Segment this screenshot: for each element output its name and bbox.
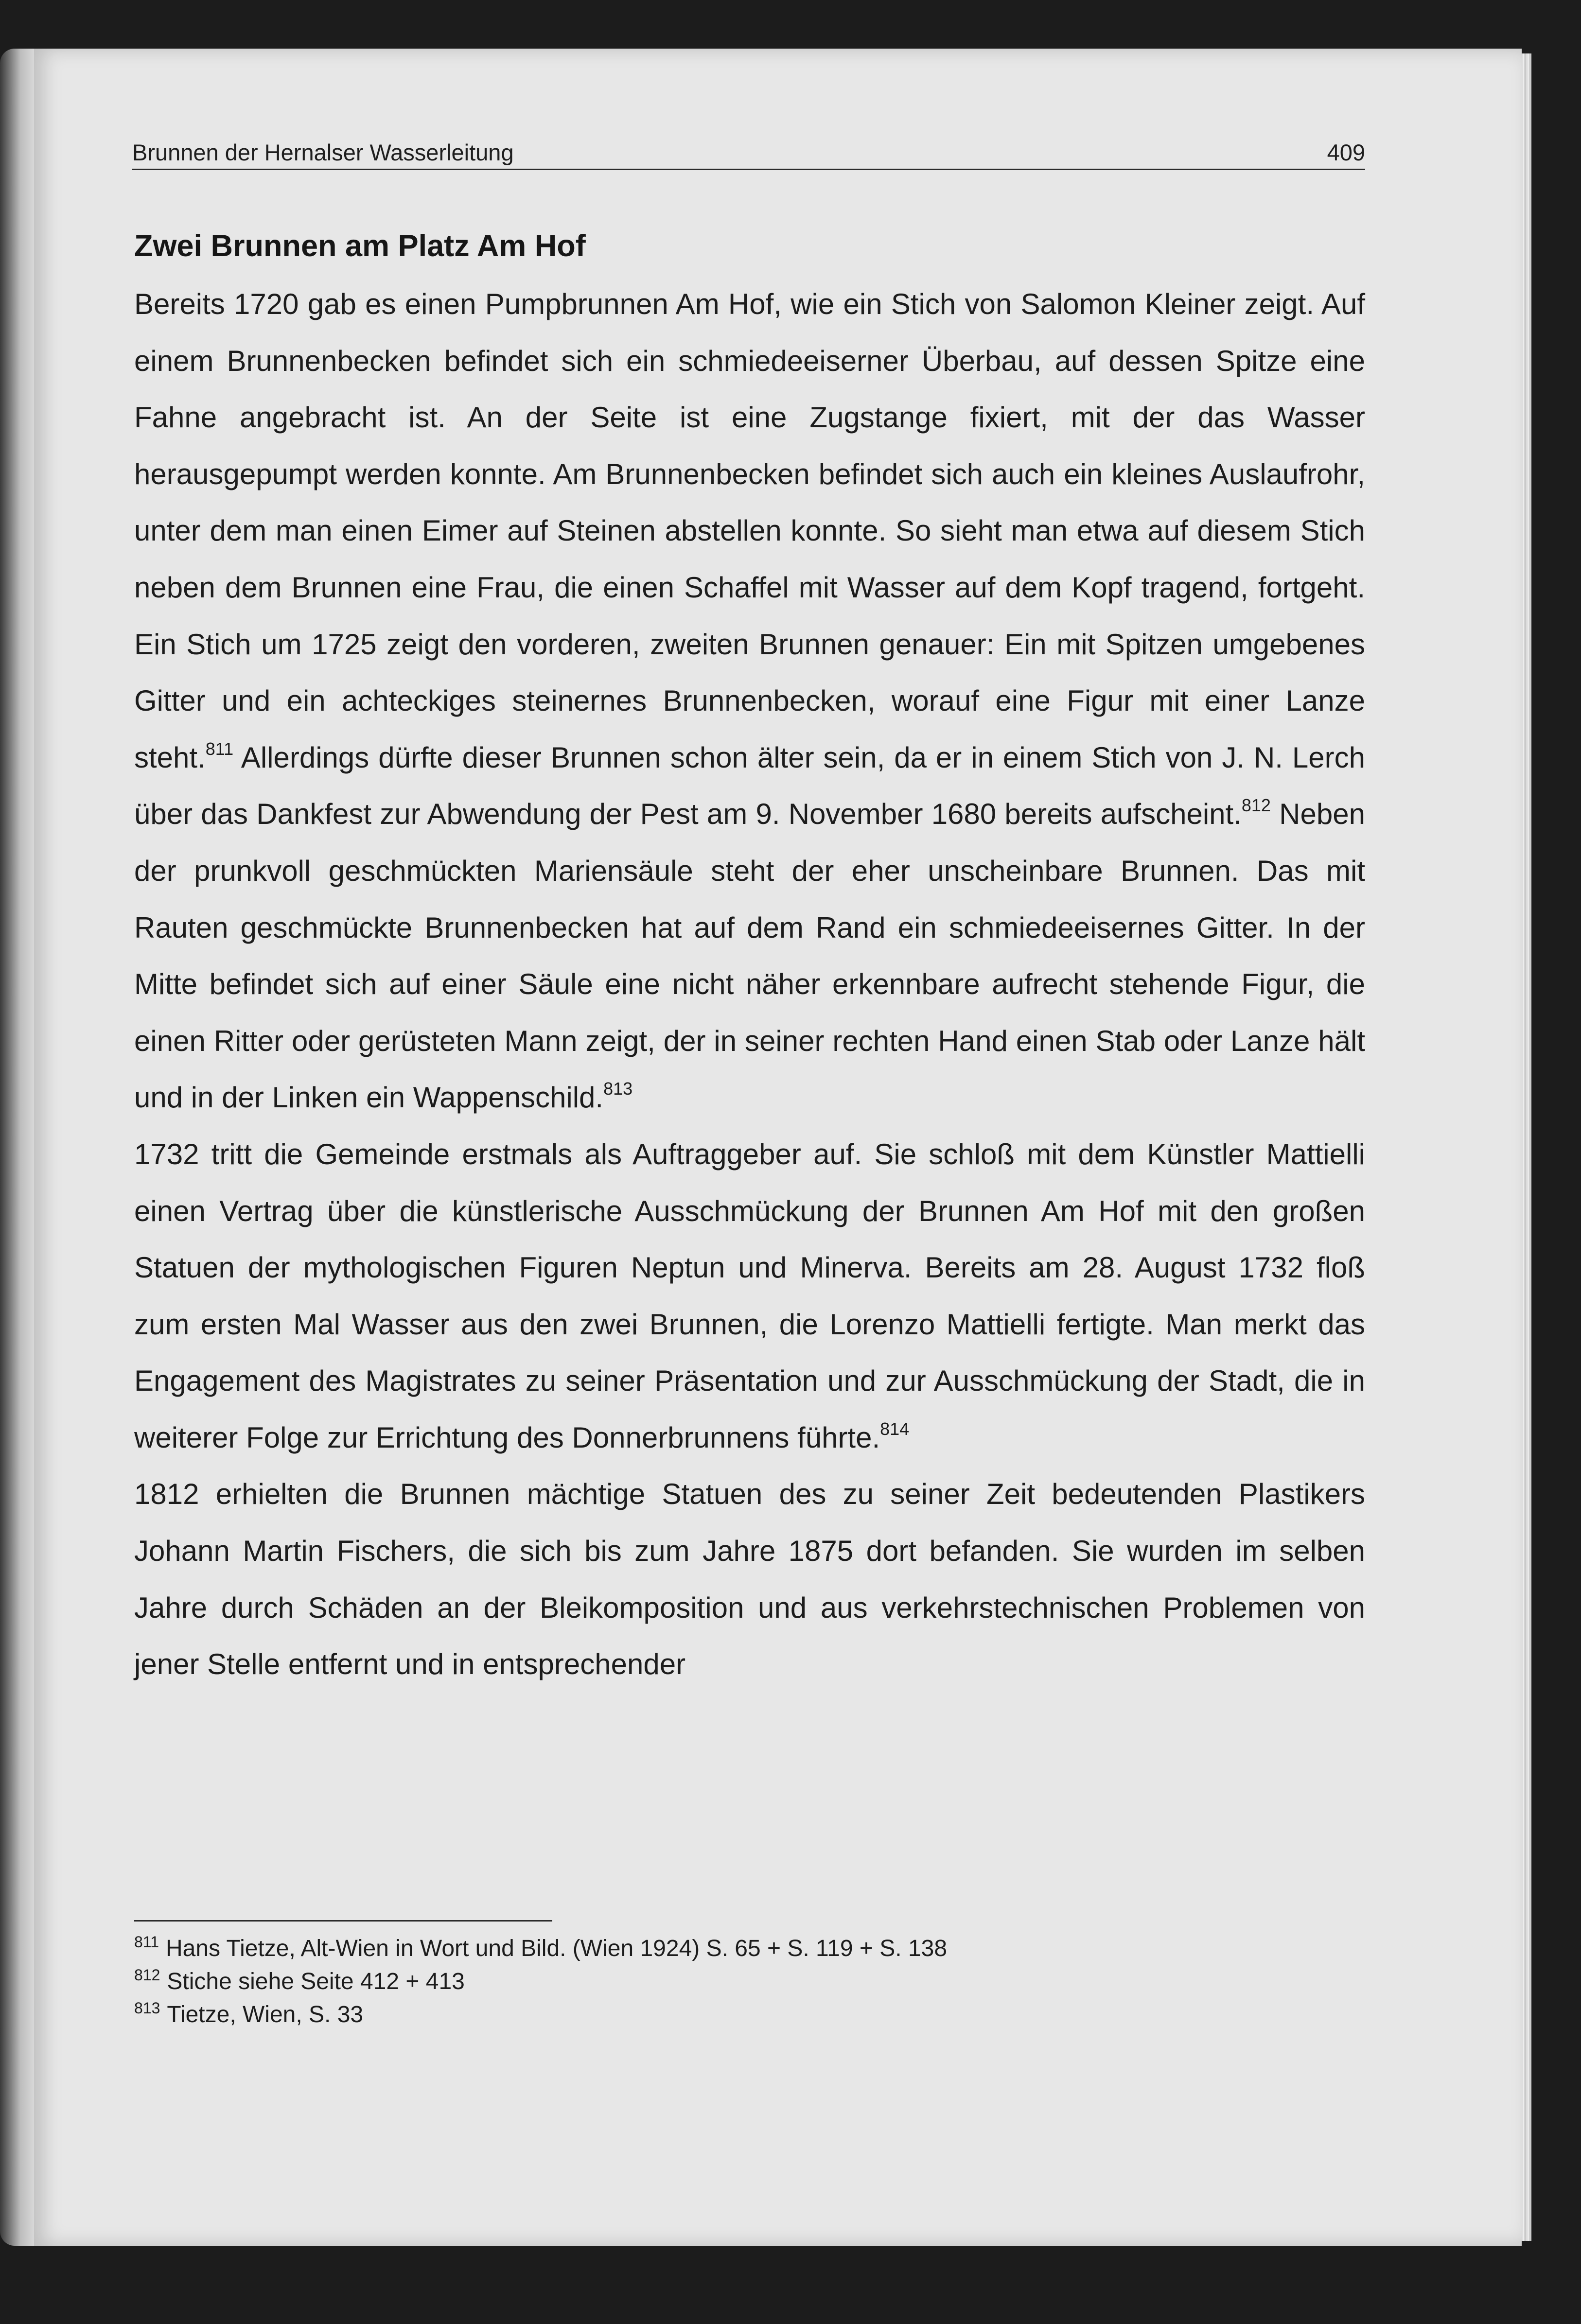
body-text — [134, 276, 1365, 1693]
paragraph-text: Neben der prunkvoll geschmückten Mariensäule steht der eher unscheinbare Brunnen. Das mit Rauten geschmückte Brunnenbecken hat auf dem Rand ein schmiedeeisernes Gitter. In der Mitte befindet sich auf einer Säule eine nicht näher erkennbare aufrecht stehende Figur, die einen Ritter oder gerüsteten Mann zeigt, der in seiner rechten Hand einen Stab oder Lanze hält und in der Linken ein Wappenschild. — [134, 798, 1365, 1114]
footnote-text: Stiche siehe Seite 412 + 413 — [167, 1969, 465, 1994]
footnote — [134, 1965, 1301, 1998]
footnote-rule — [134, 1920, 552, 1922]
paragraph-text: Allerdings dürfte dieser Brunnen schon älter sein, da er in einem Stich von J. N. Lerch über das Dankfest zur Abwendung der Pest am 9. November 1680 bereits aufscheint. — [134, 741, 1365, 831]
footnote-ref: 812 — [1241, 795, 1271, 816]
footnote — [134, 1998, 1301, 2031]
paragraph — [134, 276, 1365, 1126]
running-head-title: Brunnen der Hernalser Wasserleitung — [132, 140, 514, 165]
footnote-ref: 811 — [205, 738, 234, 759]
section-heading: Zwei Brunnen am Platz Am Hof — [134, 229, 586, 263]
paragraph-text: Bereits 1720 gab es einen Pumpbrunnen Am Hof, wie ein Stich von Salomon Kleiner zeigt. Auf einem Brunnenbecken befindet sich ein schmiedeeiserner Überbau, auf dessen Spitze eine Fahne angebracht ist. An der Seite ist eine Zugstange fixiert, mit der das Wasser herausgepumpt werden konnte. Am Brunnenbecken befindet sich auch ein kleines Auslaufrohr, unter dem man einen Eimer auf Steinen abstellen konnte. So sieht man etwa auf diesem Stich neben dem Brunnen eine Frau, die einen Schaffel mit Wasser auf dem Kopf tragend, fortgeht. Ein Stich um 1725 zeigt den vorderen, zweiten Brunnen genauer: Ein mit Spitzen umgebenes Gitter und ein achteckiges steinernes Brunnenbecken, worauf eine Figur mit einer Lanze steht. — [134, 288, 1365, 774]
footnote-ref: 813 — [603, 1079, 633, 1099]
footnote — [134, 1932, 1301, 1965]
footnote-number: 813 — [134, 1999, 160, 2017]
paragraph-text: 1732 tritt die Gemeinde erstmals als Auftraggeber auf. Sie schloß mit dem Künstler Mattielli einen Vertrag über die künstlerische Ausschmückung der Brunnen Am Hof mit den großen Statuen der mythologischen Figuren Neptun und Minerva. Bereits am 28. August 1732 floß zum ersten Mal Wasser aus den zwei Brunnen, die Lorenzo Mattielli fertigte. Man merkt das Engagement des Magistrates zu seiner Präsentation und zur Ausschmückung der Stadt, die in weiterer Folge zur Errichtung des Donnerbrunnens führte. — [134, 1137, 1365, 1454]
footnote-text: Hans Tietze, Alt-Wien in Wort und Bild. (Wien 1924) S. 65 + S. 119 + S. 138 — [166, 1936, 948, 1961]
footnote-ref: 814 — [880, 1418, 910, 1439]
page-number: 409 — [1327, 140, 1365, 165]
paragraph-text: 1812 erhielten die Brunnen mächtige Statuen des zu seiner Zeit bedeutenden Plastikers Johann Martin Fischers, die sich bis zum Jahre 1875 dort befanden. Sie wurden im selben Jahre durch Schäden an der Bleikomposition und aus verkehrstechnischen Problemen von jener Stelle entfernt und in entsprechender — [134, 1478, 1365, 1681]
left-page-edge — [0, 49, 34, 2246]
paragraph — [134, 1466, 1365, 1693]
footnote-text: Tietze, Wien, S. 33 — [167, 2002, 364, 2027]
footnote-number: 812 — [134, 1966, 160, 1984]
paragraph — [134, 1126, 1365, 1467]
running-head — [132, 134, 1365, 170]
footnotes — [134, 1932, 1301, 2031]
footnote-number: 811 — [134, 1933, 159, 1951]
